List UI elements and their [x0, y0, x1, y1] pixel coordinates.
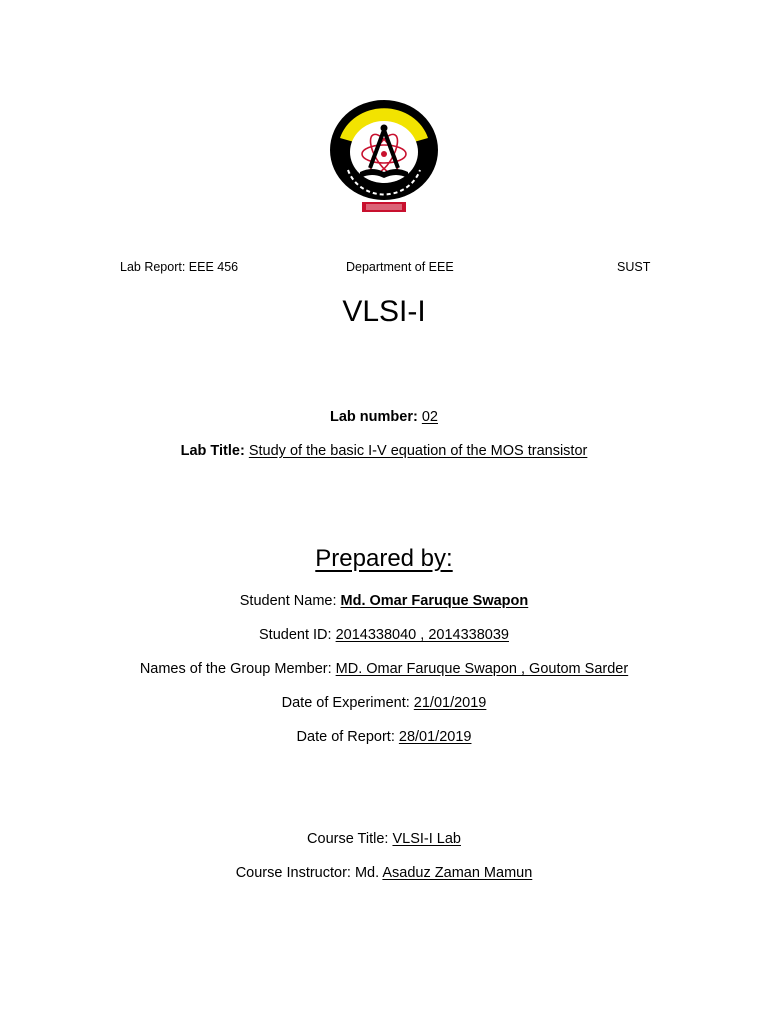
course-title-line	[0, 829, 768, 849]
student-id-line	[0, 625, 768, 645]
course-instructor-line	[0, 863, 768, 883]
report-date-line	[0, 727, 768, 747]
experiment-date-value: 21/01/2019	[413, 695, 487, 711]
report-date-label: Date of Report:	[296, 729, 399, 745]
student-id-value: 2014338040 , 2014338039	[335, 627, 509, 643]
lab-title-value: Study of the basic I-V equation of the MOS transistor	[248, 443, 588, 459]
group-members-label: Names of the Group Member:	[139, 661, 336, 677]
prepared-by-heading: Prepared by:	[315, 545, 453, 572]
course-instructor-value: Asaduz Zaman Mamun	[382, 865, 533, 881]
student-name-label: Student Name:	[239, 593, 341, 609]
lab-number-value: 02	[421, 409, 438, 425]
course-title-value: VLSI-I Lab	[392, 831, 461, 847]
group-members-line	[0, 659, 768, 679]
student-name-value: Md. Omar Faruque Swapon	[340, 593, 529, 609]
lab-number-line	[0, 407, 768, 427]
header-row	[0, 260, 768, 276]
university-name: SUST	[617, 260, 651, 274]
report-date-value: 28/01/2019	[398, 729, 472, 745]
university-seal-logo	[326, 98, 442, 218]
student-name-line	[0, 591, 768, 611]
course-title-label: Course Title:	[307, 831, 393, 847]
lab-title-label: Lab Title:	[180, 443, 249, 459]
group-members-value: MD. Omar Faruque Swapon , Goutom Sarder	[335, 661, 629, 677]
student-id-label: Student ID:	[259, 627, 336, 643]
lab-number-label: Lab number:	[330, 409, 422, 425]
experiment-date-line	[0, 693, 768, 713]
document-title: VLSI-I	[342, 295, 426, 328]
experiment-date-label: Date of Experiment:	[281, 695, 414, 711]
lab-title-line	[0, 441, 768, 461]
lab-report-code: Lab Report: EEE 456	[120, 260, 239, 274]
department-name: Department of EEE	[346, 260, 454, 274]
course-instructor-label: Course Instructor: Md.	[235, 865, 383, 881]
